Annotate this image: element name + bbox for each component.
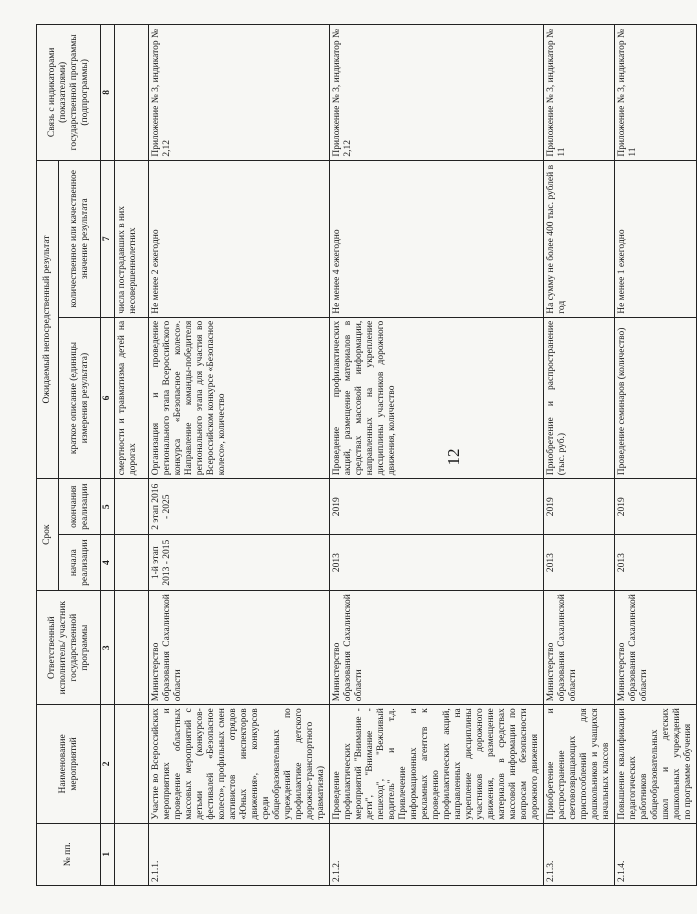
indicator-link-cell: Приложение № 3, индикатор № 2,12 [149,25,330,161]
term-end-cell: 2019 [615,479,697,535]
header-name: Наименование мероприятий [37,705,101,823]
header-result-desc: краткое описание (единицы измерения результата) [59,317,101,478]
column-number: 4 [101,535,115,591]
indicator-link-cell: Приложение № 3, индикатор № 11 [544,25,615,161]
row-number: 2.1.3. [544,823,615,885]
table-row [615,25,697,886]
term-start-cell: 2013 [544,535,615,591]
term-end-cell: 2 этап 2016 - 2025 [149,479,330,535]
table-row [544,25,615,886]
activity-name: Проведение профилактических мероприятий "Внимание - дети", "Внимание - пешеход", "Вежливый водитель" и т.д. Привлечение информационных и рекламных агентств к проведению профилактических акций, направленных на укрепление дисциплины участников дорожного движения, размещение материалов в средствах массовой информации по вопросам безопасности дорожного движения [330,705,544,823]
result-desc-cell: смертности и травматизма детей на дорогах [115,317,149,478]
header-result: Ожидаемый непосредственный результат [37,160,59,479]
continuation-row [115,25,149,886]
result-desc-cell: Приобретение и распространение (тыс. руб.) [544,317,615,478]
header-responsible: Ответственный исполнитель/ участник государственной программы [37,591,101,705]
indicator-link-cell: Приложение № 3, индикатор № 11 [615,25,697,161]
column-number: 7 [101,160,115,317]
header-term-start: начала реализации [59,535,101,591]
result-value-cell: Не менее 4 ежегодно [330,160,544,317]
term-end-cell: 2019 [544,479,615,535]
indicator-link-cell: Приложение № 3, индикатор № 2,12 [330,25,544,161]
column-number: 8 [101,25,115,161]
result-value-cell: На сумму не более 400 тыс. рублей в год [544,160,615,317]
term-start-cell: 2013 [330,535,544,591]
header-term-end: окончания реализации [59,479,101,535]
header-no: № пп. [37,823,101,885]
header-result-value: количественное или качественное значение результата [59,160,101,317]
header-term: Срок [37,479,59,591]
term-end-cell: 2019 [330,479,544,535]
header-link: Связь с индикаторами (показателями) государственной программы (подпрограммы) [37,25,101,161]
table-row [149,25,330,886]
responsible-cell: Министерство образования Сахалинской области [544,591,615,705]
responsible-cell: Министерство образования Сахалинской области [615,591,697,705]
responsible-cell: Министерство образования Сахалинской области [149,591,330,705]
term-start-cell: 1-й этап 2013 - 2015 [149,535,330,591]
activity-name: Повышение квалификации педагогических работников общеобразовательных школ и детских дошкольных учреждений по программе обучения [615,705,697,823]
column-number: 3 [101,591,115,705]
row-number: 2.1.2. [330,823,544,885]
column-number: 6 [101,317,115,478]
activity-name: Участие во Всероссийских мероприятиях и проведение областных массовых мероприятий с детьми (конкурсов-фестивалей «Безопасное колесо», профильных смен активистов отрядов «Юных инспекторов движения», конкурсов среди общеобразовательных учреждений по профилактике детского дорожно-транспортного травматизма) [149,705,330,823]
responsible-cell: Министерство образования Сахалинской области [330,591,544,705]
term-start-cell: 2013 [615,535,697,591]
activities-table [36,24,697,886]
result-desc-cell: Проведение семинаров (количество) [615,317,697,478]
page-number: 12 [444,448,463,466]
result-value-cell: Не менее 2 ежегодно [149,160,330,317]
column-number: 1 [101,823,115,885]
result-desc-cell: Организация и проведение регионального этапа Всероссийского конкурса «Безопасное колесо». Направление команды-победителя регионального этапа для участия во Всероссийском конкурсе «Безопасное колесо», количество [149,317,330,478]
column-number: 5 [101,479,115,535]
column-number: 2 [101,705,115,823]
activity-name: Приобретение и распространение световозвращающих приспособлений для дошкольников и учащихся начальных классов [544,705,615,823]
result-value-cell: числа пострадавших в них несовершеннолетних [115,160,149,317]
column-numbers-row [101,25,115,886]
result-desc-cell: Проведение профилактических акций, размещение материалов в средствах массовой информации, направленных на укрепление дисциплины участников дорожного движения, количество [330,317,544,478]
table-row [330,25,544,886]
row-number: 2.1.1. [149,823,330,885]
result-value-cell: Не менее 1 ежегодно [615,160,697,317]
row-number: 2.1.4. [615,823,697,885]
